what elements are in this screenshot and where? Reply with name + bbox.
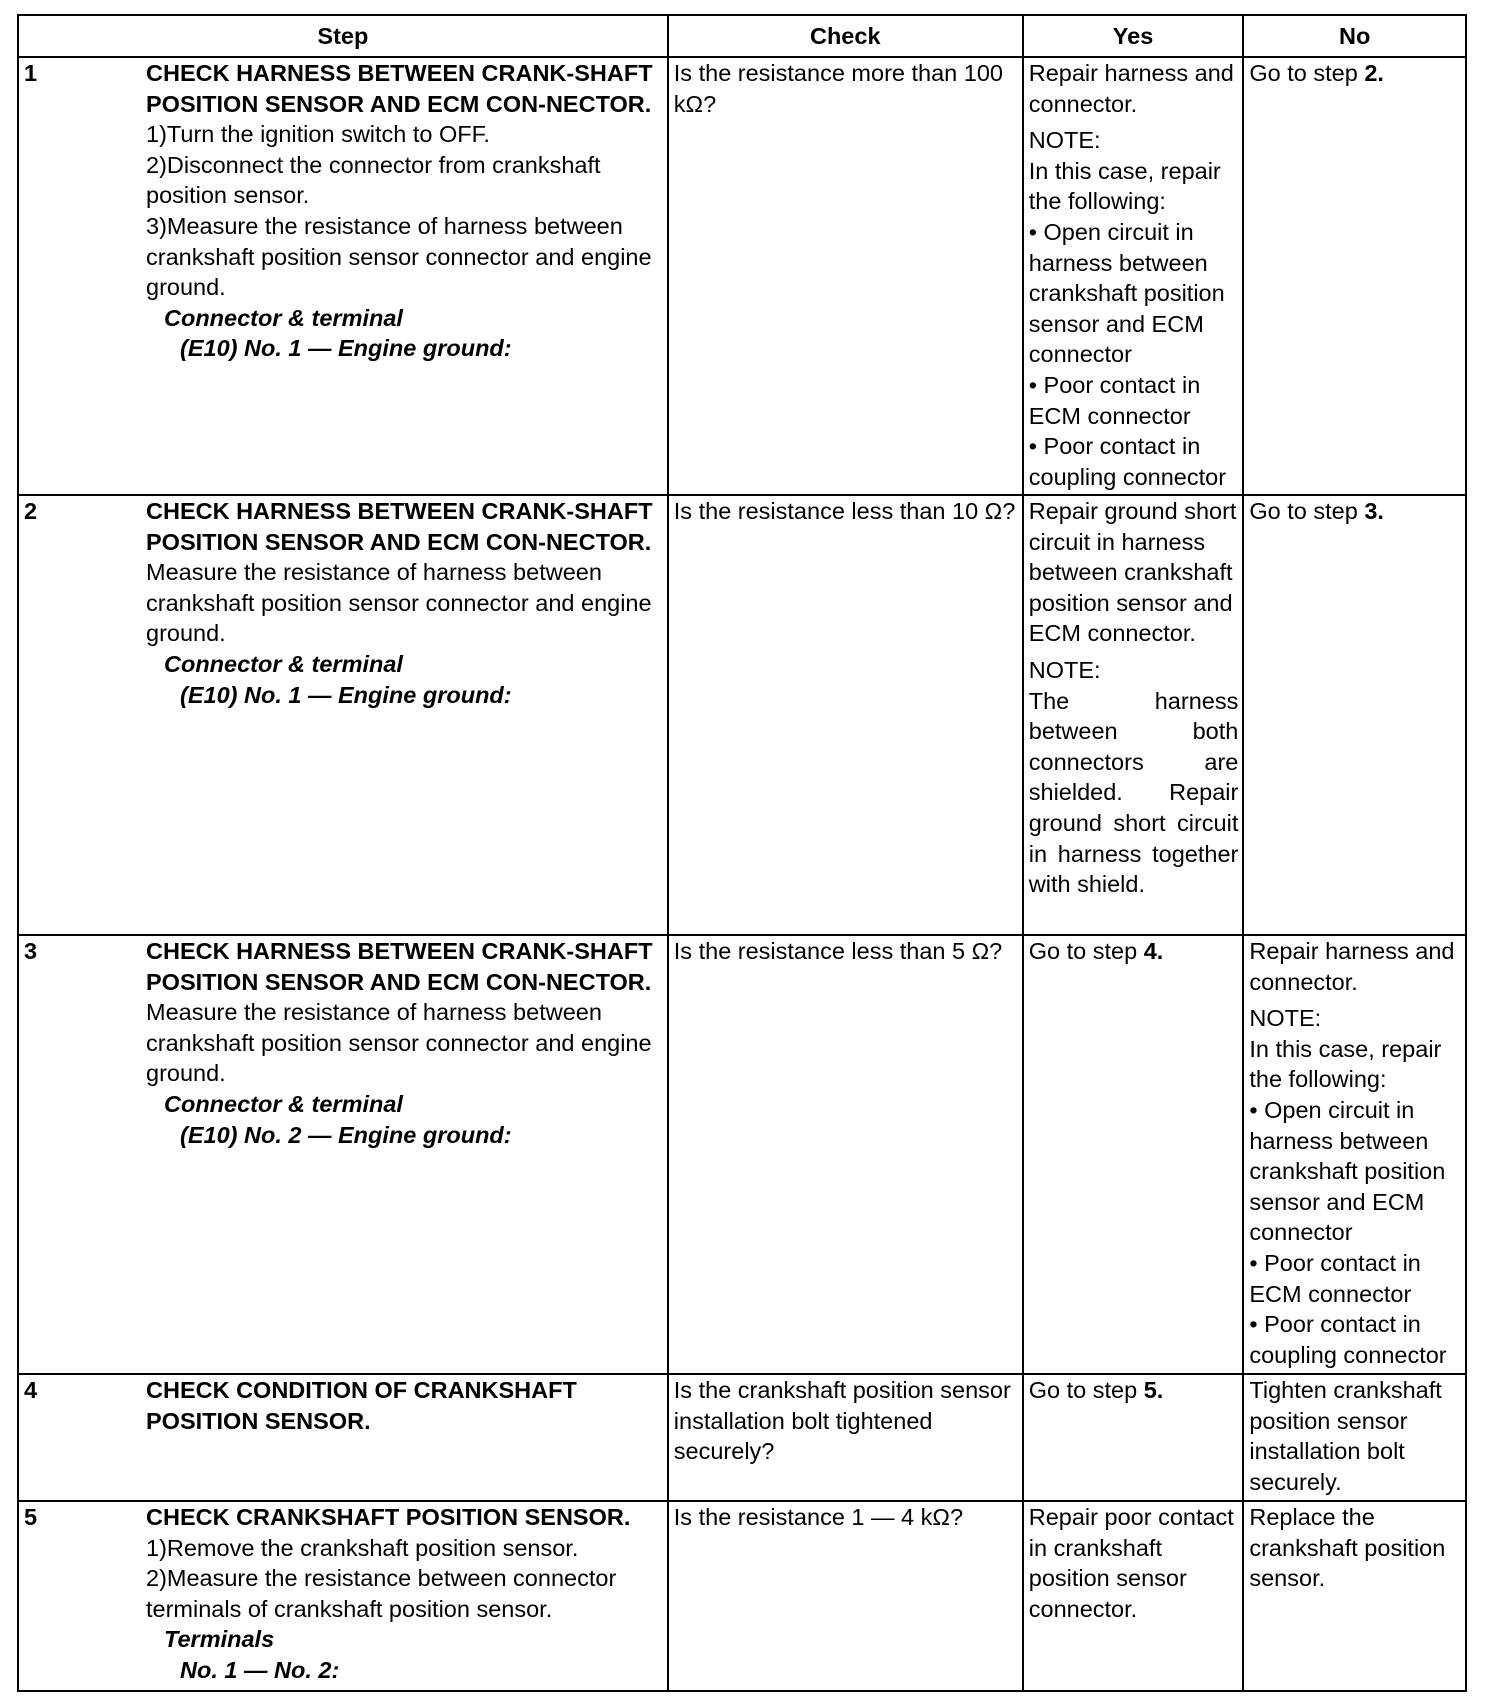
note-bullet: • Open circuit in harness between crankshaft position sensor and ECM connector [1249,1095,1461,1248]
step-cell [18,1374,668,1501]
step-instruction: 1)Turn the ignition switch to OFF. [146,121,490,148]
note-intro: In this case, repair the following: [1249,1035,1442,1093]
spec-value: (E10) No. 2 — Engine ground: [180,1121,512,1148]
note-bullet: • Poor contact in ECM connector [1029,370,1239,431]
goto-step-ref: 2 [1364,60,1378,86]
step-cell [18,495,668,935]
note-label: NOTE: [1249,1005,1322,1032]
yes-cell [1023,495,1244,935]
yes-cell: Repair poor contact in crankshaft position sensor connector. [1023,1501,1244,1691]
check-cell: Is the crankshaft position sensor installation bolt tightened securely? [668,1374,1023,1501]
step-title: CHECK CONDITION OF CRANKSHAFT POSITION SENSOR. [146,1377,577,1434]
header-no: No [1243,15,1466,57]
step-instruction: Measure the resistance of harness between crankshaft position sensor connector and engine ground. [146,559,652,647]
goto-prefix: Go to step [1249,60,1365,86]
spec-value: No. 1 — No. 2: [180,1656,340,1683]
note-bullet: • Poor contact in ECM connector [1249,1248,1461,1309]
yes-cell [1023,57,1244,495]
yes-text: Repair ground short circuit in harness between crankshaft position sensor and ECM connector. [1028,498,1237,647]
step-title: CHECK HARNESS BETWEEN CRANK-SHAFT POSITION SENSOR AND ECM CON-NECTOR. [146,60,653,117]
step-number: 5 [24,1504,38,1530]
no-cell [1243,935,1466,1374]
step-cell [18,1501,668,1691]
no-cell: Replace the crankshaft position sensor. [1243,1501,1466,1691]
step-instruction: 3)Measure the resistance of harness between crankshaft position sensor connector and engine ground. [146,212,652,301]
goto-prefix: Go to step [1028,1377,1144,1403]
step-number: 4 [24,1377,38,1403]
spec-label: Connector & terminal [164,304,403,331]
table-row [18,495,1466,935]
step-instruction: 2)Measure the resistance between connector terminals of crankshaft position sensor. [146,1565,617,1622]
table-header-row [18,15,1466,57]
table-row [18,57,1466,495]
spec-value: (E10) No. 1 — Engine ground: [180,335,512,362]
check-cell: Is the resistance more than 100 kΩ? [668,57,1023,495]
step-number: 2 [24,498,38,524]
yes-text: Repair harness and connector. [1028,60,1234,117]
no-cell [1243,57,1466,495]
header-step: Step [18,15,668,57]
note-bullet: • Poor contact in coupling connector [1029,431,1239,492]
step-number: 1 [24,60,38,86]
table-row [18,1501,1466,1691]
table-row [18,1374,1466,1501]
goto-prefix: Go to step [1249,498,1365,524]
spec-label: Terminals [164,1626,275,1653]
step-title: CHECK CRANKSHAFT POSITION SENSOR. [146,1504,631,1530]
no-cell [1243,495,1466,935]
step-cell [18,57,668,495]
step-instruction: 1)Remove the crankshaft position sensor. [146,1534,579,1561]
step-instruction: Measure the resistance of harness between crankshaft position sensor connector and engine ground. [146,999,652,1087]
note-label: NOTE: [1028,127,1101,154]
check-cell: Is the resistance 1 — 4 kΩ? [668,1501,1023,1691]
step-title: CHECK HARNESS BETWEEN CRANK-SHAFT POSITION SENSOR AND ECM CON-NECTOR. [146,938,653,995]
spec-value: (E10) No. 1 — Engine ground: [180,681,512,708]
spec-label: Connector & terminal [164,1090,403,1117]
note-text: The harness between both connectors are shielded. Repair ground short circuit in harness together with shield. [1028,687,1239,898]
goto-prefix: Go to step [1028,938,1144,964]
goto-suffix: . [1377,498,1384,524]
table-row [18,935,1466,1374]
diagnostic-table [17,14,1467,1692]
no-text: Repair harness and connector. [1249,938,1455,995]
check-cell: Is the resistance less than 5 Ω? [668,935,1023,1374]
header-yes: Yes [1023,15,1244,57]
spec-label: Connector & terminal [164,650,403,677]
step-number: 3 [24,938,38,964]
header-check: Check [668,15,1023,57]
goto-step-ref: 3 [1364,498,1378,524]
step-instruction: 2)Disconnect the connector from crankshaft position sensor. [146,151,601,209]
note-label: NOTE: [1028,656,1101,683]
goto-suffix: . [1156,1377,1164,1403]
goto-step-ref: 4 [1143,938,1157,964]
step-cell [18,935,668,1374]
note-bullet: • Poor contact in coupling connector [1249,1309,1461,1370]
step-title: CHECK HARNESS BETWEEN CRANK-SHAFT POSITION SENSOR AND ECM CON-NECTOR. [146,498,653,555]
yes-cell [1023,935,1244,1374]
check-cell: Is the resistance less than 10 Ω? [668,495,1023,935]
note-intro: In this case, repair the following: [1028,157,1221,215]
note-bullet: • Open circuit in harness between crankshaft position sensor and ECM connector [1029,217,1239,370]
goto-step-ref: 5 [1143,1377,1157,1403]
no-cell: Tighten crankshaft position sensor installation bolt securely. [1243,1374,1466,1501]
goto-suffix: . [1377,60,1384,86]
goto-suffix: . [1156,938,1164,964]
yes-cell [1023,1374,1244,1501]
